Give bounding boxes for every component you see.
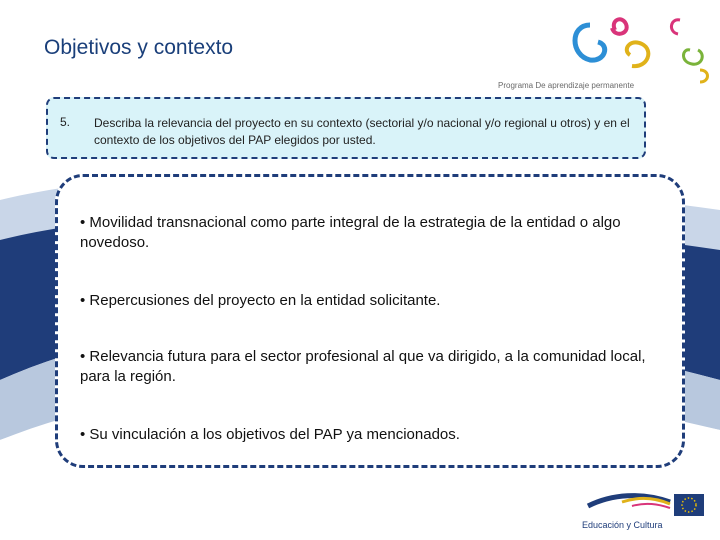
bullet-item: • Su vinculación a los objetivos del PAP ya mencionados.: [80, 426, 460, 443]
question-box: [46, 97, 646, 159]
bullet-item: • Repercusiones del proyecto en la entidad solicitante.: [80, 292, 441, 309]
bullet-item: • Movilidad transnacional como parte integral de la estrategia de la entidad o algo novedoso.: [80, 214, 621, 251]
slide-title: Objetivos y contexto: [44, 36, 234, 59]
question-text: Describa la relevancia del proyecto en su contexto (sectorial y/o nacional y/o regional u otros) y en el contexto de los objetivos del PAP elegidos por usted.: [94, 116, 630, 147]
footer-caption: Educación y Cultura: [582, 520, 663, 530]
education-culture-logo: [582, 484, 720, 540]
logo-caption: Programa De aprendizaje permanente: [498, 81, 635, 90]
answer-box: [55, 174, 685, 468]
bullet-item: • Relevancia futura para el sector profesional al que va dirigido, a la comunidad local, para la región.: [80, 348, 646, 385]
question-number: 5.: [60, 115, 71, 129]
